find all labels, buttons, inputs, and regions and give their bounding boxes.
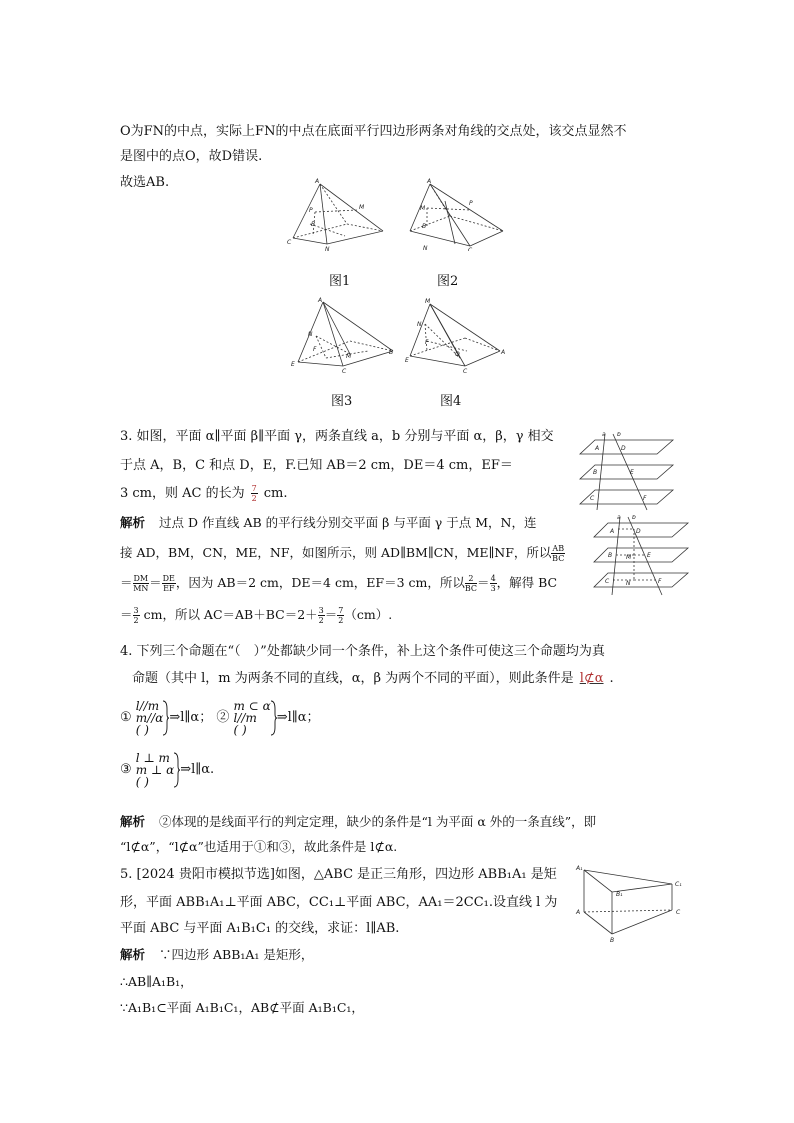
f2-label-m: M — [420, 205, 426, 212]
f2-label-b: B — [422, 223, 427, 230]
f3-label-b: B — [389, 349, 394, 356]
q5-label-b: B — [610, 937, 615, 944]
q5-solution-2: ∴AB∥A₁B₁， — [120, 974, 193, 989]
q5-label-a: A — [576, 909, 581, 916]
q3b-label-m: M — [626, 554, 632, 561]
q5-solution-3: ∵A₁B₁⊂平面 A₁B₁C₁，AB⊄平面 A₁B₁C₁， — [120, 1000, 364, 1015]
q3-line-3: 3 cm，则 AC 的长为 $\frac{7}{2}$ cm. — [120, 484, 288, 503]
q3a-label-b-line: b — [617, 432, 621, 438]
f4-label-c: C — [463, 368, 468, 374]
caption-fig-4: 图4 — [440, 394, 462, 409]
q4-condition-1-2: ① l//m m//α ( )⇒l∥α； ② m ⊂ α l//m ( )⇒l∥α； — [120, 698, 320, 737]
f2-label-p: P — [469, 200, 473, 207]
q3b-label-a-line: a — [617, 515, 621, 521]
q3b-label-n: N — [626, 580, 631, 587]
f3-label-e: E — [291, 361, 295, 368]
figure-2 — [405, 176, 505, 251]
caption-fig-1: 图1 — [329, 274, 351, 289]
q4-answer: l⊄α — [579, 671, 604, 686]
q3a-label-d: D — [621, 445, 626, 452]
q3b-label-e: E — [647, 552, 651, 559]
q3-solution-3: ＝ $\frac{DM}{MN}$ ＝ $\frac{DE}{EF}$ ，因为 AB＝2 cm，DE＝4 cm，EF＝3 cm，所以 $\frac{2}{BC}$ ＝ $\frac{4}{3}$ ，解得 BC — [120, 574, 558, 593]
f4-label-n: N — [417, 321, 422, 328]
q5-line-2: 形，平面 ABB₁A₁⊥平面 ABC，CC₁⊥平面 ABC，AA₁＝2CC₁.设直线 l 为 — [120, 895, 558, 910]
q3a-label-a: A — [595, 445, 600, 452]
f3-label-m: M — [346, 353, 352, 360]
q3a-label-f: F — [643, 495, 647, 502]
q4-solution-2: “l⊄α”，“l⊄α”也适用于①和③，故此条件是 l⊄α. — [120, 839, 398, 854]
q4-condition-3: ③ l ⊥ m m ⊥ α ( )⇒l∥α. — [120, 750, 215, 789]
q3b-label-b: B — [608, 552, 613, 559]
q5-label-c: C — [676, 909, 681, 916]
q3a-label-b: B — [593, 469, 598, 476]
q5-line-3: 平面 ABC 与平面 A₁B₁C₁ 的交线，求证：l∥AB. — [120, 921, 400, 936]
f3-label-a: A — [318, 297, 323, 304]
f4-label-m: M — [425, 298, 431, 305]
intro-line-1: O为FN的中点，实际上FN的中点在底面平行四边形两条对角线的交点处，该交点显然不 — [120, 124, 627, 139]
f1-label-m: M — [359, 204, 365, 211]
f3-label-n: N — [308, 331, 313, 338]
f3-label-f: F — [313, 346, 317, 353]
intro-line-2: 是图中的点O，故D错误. — [120, 149, 263, 164]
q4-solution-1: 解析 ②体现的是线面平行的判定定理，缺少的条件是“l 为平面 α 外的一条直线”，即 — [120, 814, 597, 829]
q3-answer: $\frac{7}{2}$ — [251, 484, 257, 503]
q3b-label-c: C — [605, 578, 610, 585]
q3-solution-4: ＝ $\frac{3}{2}$ cm，所以 AC＝AB＋BC＝2＋ $\frac{3}{2}$ ＝ $\frac{7}{2}$ （cm）. — [120, 606, 393, 625]
q3b-label-b-line: b — [632, 515, 636, 521]
q4-line-2: 命题（其中 l，m 为两条不同的直线，α，β 为两个不同的平面），则此条件是 l⊄α . — [132, 671, 614, 686]
q3b-label-d: D — [636, 528, 641, 535]
q3-line-2: 于点 A，B，C 和点 D，E，F.已知 AB＝2 cm，DE＝4 cm，EF＝ — [120, 458, 513, 473]
q4-line-1: 4. 下列三个命题在“（ ）”处都缺少同一个条件，补上这个条件可使这三个命题均为真 — [120, 644, 605, 659]
caption-fig-3: 图3 — [331, 394, 353, 409]
q3b-label-f: F — [658, 578, 662, 585]
q3a-label-e: E — [630, 469, 634, 476]
q5-line-1: 5. [2024 贵阳市模拟节选]如图，△ABC 是正三角形，四边形 ABB₁A₁ 是矩 — [120, 867, 557, 882]
f3-label-c: C — [342, 368, 347, 374]
q3-solution-1: 解析 过点 D 作直线 AB 的平行线分别交平面 β 与平面 γ 于点 M，N，连 — [120, 515, 537, 530]
q3-solution-2: 接 AD，BM，CN，ME，NF，如图所示，则 AD∥BM∥CN，ME∥NF，所以 $\frac{AB}{BC}$ — [120, 544, 565, 563]
figure-3 — [288, 296, 398, 374]
q5-label-c1: C₁ — [675, 881, 682, 888]
f4-label-a: A — [501, 349, 506, 356]
f2-label-n: N — [423, 245, 428, 251]
f2-label-c: C — [468, 247, 473, 251]
q5-solution-1: 解析 ∵四边形 ABB₁A₁ 是矩形， — [120, 947, 314, 962]
f1-label-a: A — [315, 178, 320, 185]
q5-label-b1: B₁ — [616, 891, 623, 898]
f4-label-f: F — [425, 339, 429, 346]
q3a-label-c: C — [590, 495, 595, 502]
f4-label-q: Q — [455, 351, 460, 358]
f1-label-n: N — [325, 246, 330, 251]
figure-4 — [405, 296, 510, 374]
q3b-label-a: A — [610, 528, 615, 535]
figure-1 — [285, 176, 385, 251]
f4-label-e: E — [405, 357, 409, 364]
q3-line-1: 3. 如图，平面 α∥平面 β∥平面 γ，两条直线 a，b 分别与平面 α，β，γ 相交 — [120, 429, 554, 444]
f1-label-c: C — [287, 239, 292, 246]
caption-fig-2: 图2 — [437, 274, 459, 289]
q5-figure-prism — [572, 862, 692, 944]
q3-figure-solution — [590, 515, 690, 597]
intro-line-3: 故选AB. — [120, 175, 170, 190]
f1-label-b: B — [311, 221, 316, 228]
q3-figure-planes — [575, 432, 675, 512]
f2-label-a: A — [427, 178, 432, 185]
q5-label-a1: A₁ — [576, 865, 583, 872]
q3a-label-a-line: a — [602, 432, 606, 438]
f1-label-p: P — [309, 207, 313, 214]
